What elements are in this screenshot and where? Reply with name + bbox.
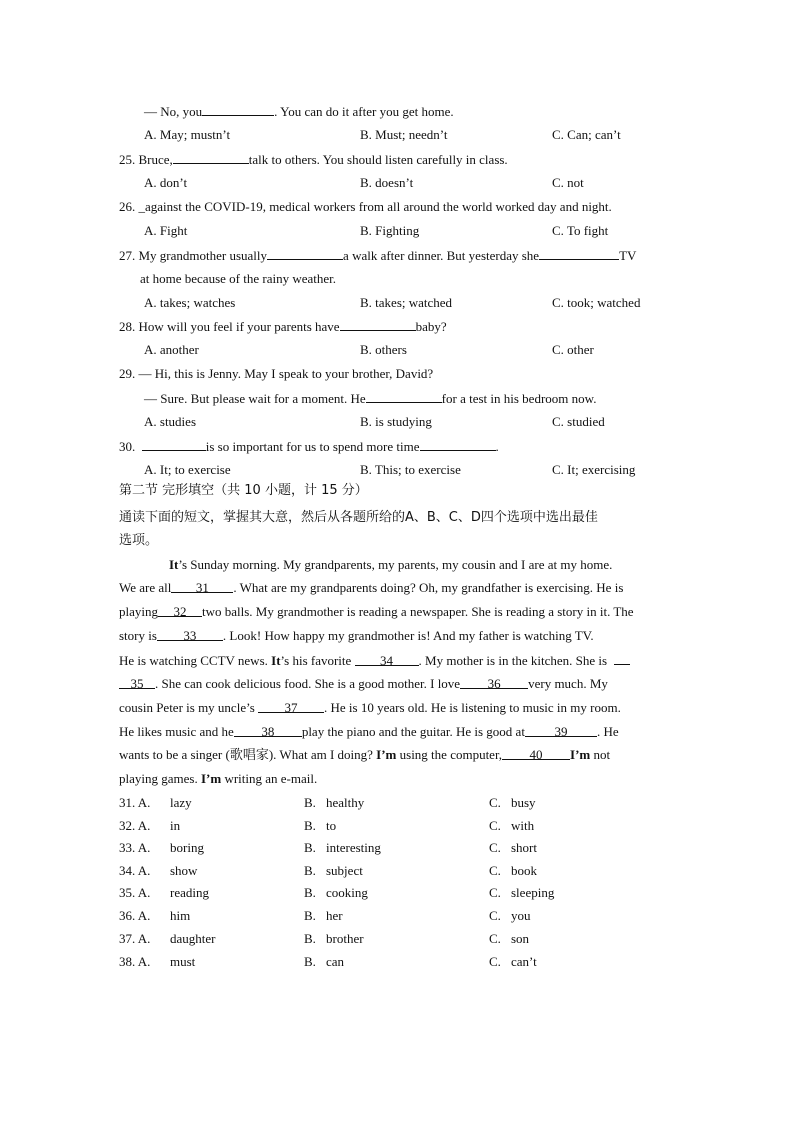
- passage-line5-mid: ’s his favorite: [280, 653, 352, 668]
- passage-line4-post: . Look! How happy my grandmother is! And my father is watching TV.: [222, 628, 594, 643]
- q27-stem: [119, 247, 636, 264]
- q29-blank: [366, 390, 442, 403]
- q29-line-2: [144, 390, 596, 407]
- passage-line2-post: . What are my grandparents doing? Oh, my grandfather is exercising. He is: [233, 580, 624, 595]
- q29-option-a: A. studies: [144, 414, 196, 429]
- passage-line-9: [119, 747, 610, 763]
- q30-mid: is so important for us to spend more time: [205, 439, 420, 454]
- option-b-label: B.: [304, 818, 316, 833]
- blank-40: 40: [502, 747, 570, 760]
- option-b: subject: [326, 863, 363, 878]
- q30-pre: 30.: [119, 439, 136, 454]
- option-c: sleeping: [511, 885, 555, 900]
- q27-post: TV: [619, 248, 637, 263]
- section-instruction-2: 选项。: [119, 533, 159, 548]
- q30-stem: [119, 438, 499, 455]
- option-c: short: [511, 840, 537, 855]
- q25-stem: [119, 151, 508, 168]
- q27-option-c: C. took; watched: [552, 295, 641, 310]
- q29-option-b: B. is studying: [360, 414, 432, 429]
- q25-post: talk to others. You should listen carefully in class.: [248, 152, 508, 167]
- q27-option-b: B. takes; watched: [360, 295, 453, 310]
- passage-line10-post: writing an e-mail.: [224, 771, 318, 786]
- blank-39: 39: [525, 724, 597, 737]
- passage-line-3: [119, 604, 634, 620]
- q27-blank-1: [267, 247, 343, 260]
- q24-option-b: B. Must; needn’t: [360, 127, 448, 142]
- q29-line-1: 29. — Hi, this is Jenny. May I speak to your brother, David?: [119, 366, 434, 381]
- option-c: with: [511, 818, 535, 833]
- q28-stem: [119, 318, 447, 335]
- passage-line9-mid: using the computer,: [399, 747, 503, 762]
- q28-pre: 28. How will you feel if your parents have: [119, 319, 340, 334]
- option-b: interesting: [326, 840, 381, 855]
- q24-option-c: C. Can; can’t: [552, 127, 621, 142]
- option-b: cooking: [326, 885, 368, 900]
- blank-37: 37: [258, 700, 324, 713]
- q25-option-a: A. don’t: [144, 175, 188, 190]
- q25-blank: [173, 151, 249, 164]
- blank-31: 31: [171, 580, 233, 593]
- q27-mid: a walk after dinner. But yesterday she: [343, 248, 540, 263]
- option-c-label: C.: [489, 795, 501, 810]
- q26-option-a: A. Fight: [144, 223, 188, 238]
- q30-blank-2: [420, 438, 496, 451]
- passage-line8-pre: He likes music and he: [119, 724, 234, 739]
- option-b: to: [326, 818, 337, 833]
- q24-blank: [202, 103, 274, 116]
- blank-34: 34: [355, 653, 419, 666]
- blank-36: 36: [460, 676, 528, 689]
- q30-option-c: C. It; exercising: [552, 462, 636, 477]
- option-num: 36. A.: [119, 908, 151, 923]
- passage-im-1: I’m: [376, 747, 397, 762]
- blank-35-start: [614, 652, 630, 665]
- passage-line5-pre: He is watching CCTV news.: [119, 653, 268, 668]
- option-b: brother: [326, 931, 364, 946]
- option-b: healthy: [326, 795, 365, 810]
- option-b: her: [326, 908, 343, 923]
- passage-line8-post: . He: [596, 724, 619, 739]
- passage-line9-post: not: [593, 747, 611, 762]
- option-a: him: [170, 908, 191, 923]
- q26-stem: 26. _against the COVID-19, medical workers from all around the world worked day and night.: [119, 199, 612, 214]
- section-title: 第二节 完形填空（共 10 小题，计 15 分）: [119, 483, 368, 498]
- option-num: 32. A.: [119, 818, 151, 833]
- option-b-label: B.: [304, 795, 316, 810]
- passage-line-7: [119, 700, 621, 716]
- q30-option-b: B. This; to exercise: [360, 462, 461, 477]
- q25-pre: 25. Bruce,: [119, 152, 173, 167]
- section-instruction-1: 通读下面的短文，掌握其大意，然后从各题所给的A、B、C、D四个选项中选出最佳: [119, 510, 598, 525]
- q27-blank-2: [539, 247, 619, 260]
- option-a: must: [170, 954, 196, 969]
- passage-line2-pre: We are all: [119, 580, 172, 595]
- passage-line-8: [119, 724, 619, 740]
- option-c-label: C.: [489, 954, 501, 969]
- q26-option-c: C. To fight: [552, 223, 609, 238]
- passage-line-2: [119, 580, 623, 596]
- option-a: boring: [170, 840, 204, 855]
- option-c: you: [511, 908, 531, 923]
- passage-im-2: I’m: [570, 747, 591, 762]
- option-num: 34. A.: [119, 863, 151, 878]
- passage-line10-pre: playing games.: [119, 771, 198, 786]
- passage-line-10: [119, 771, 317, 787]
- option-c-label: C.: [489, 931, 501, 946]
- blank-32: 32: [158, 604, 202, 617]
- option-num: 31. A.: [119, 795, 151, 810]
- q30-blank-1: [142, 438, 206, 451]
- option-c-label: C.: [489, 908, 501, 923]
- option-b-label: B.: [304, 908, 316, 923]
- q27-option-a: A. takes; watches: [144, 295, 236, 310]
- q28-option-a: A. another: [144, 342, 199, 357]
- passage-line9-pre: wants to be a singer (歌唱家). What am I doing?: [119, 747, 373, 762]
- option-a: lazy: [170, 795, 192, 810]
- q28-option-c: C. other: [552, 342, 594, 357]
- option-a: daughter: [170, 931, 216, 946]
- option-b-label: B.: [304, 863, 316, 878]
- option-b-label: B.: [304, 885, 316, 900]
- passage-line3-pre: playing: [119, 604, 158, 619]
- option-c: busy: [511, 795, 536, 810]
- passage-line3-post: two balls. My grandmother is reading a newspaper. She is reading a story in it. The: [202, 604, 634, 619]
- q24-answer-line: [144, 103, 454, 120]
- blank-33: 33: [157, 628, 223, 641]
- passage-line7-post: . He is 10 years old. He is listening to music in my room.: [324, 700, 621, 715]
- option-num: 37. A.: [119, 931, 151, 946]
- option-num: 33. A.: [119, 840, 151, 855]
- option-a: in: [170, 818, 181, 833]
- q24-option-a: A. May; mustn’t: [144, 127, 231, 142]
- option-b-label: B.: [304, 840, 316, 855]
- passage-line7-pre: cousin Peter is my uncle’s: [119, 700, 255, 715]
- passage-line-6: [119, 676, 608, 692]
- passage-line-5: [119, 652, 630, 669]
- q28-post: baby?: [415, 319, 447, 334]
- q27-pre: 27. My grandmother usually: [119, 248, 268, 263]
- option-b-label: B.: [304, 931, 316, 946]
- q27-continuation: at home because of the rainy weather.: [140, 271, 336, 286]
- passage-line8-mid: play the piano and the guitar. He is good at: [301, 724, 525, 739]
- option-c: book: [511, 863, 537, 878]
- q29-line2-pre: — Sure. But please wait for a moment. He: [144, 391, 366, 406]
- q28-option-b: B. others: [360, 342, 407, 357]
- q28-blank: [340, 318, 416, 331]
- blank-35: 35: [119, 676, 155, 689]
- q29-option-c: C. studied: [552, 414, 605, 429]
- q24-answer-pre: — No, you: [144, 104, 203, 119]
- option-b: can: [326, 954, 345, 969]
- passage-line6-end: very much. My: [528, 676, 608, 691]
- passage-its-1: It: [169, 557, 179, 572]
- q30-post: .: [495, 439, 499, 454]
- option-b-label: B.: [304, 954, 316, 969]
- option-a: show: [170, 863, 198, 878]
- q30-option-a: A. It; to exercise: [144, 462, 231, 477]
- passage-its-2: It: [271, 653, 281, 668]
- option-c-label: C.: [489, 885, 501, 900]
- option-a: reading: [170, 885, 209, 900]
- passage-line6-post: . She can cook delicious food. She is a good mother. I love: [155, 676, 461, 691]
- blank-38: 38: [234, 724, 302, 737]
- option-c: son: [511, 931, 530, 946]
- passage-im-3: I’m: [200, 771, 222, 786]
- option-c-label: C.: [489, 863, 501, 878]
- option-num: 38. A.: [119, 954, 151, 969]
- passage-line-4: [119, 628, 594, 644]
- q25-option-b: B. doesn’t: [360, 175, 414, 190]
- q26-option-b: B. Fighting: [360, 223, 420, 238]
- q24-answer-post: . You can do it after you get home.: [274, 104, 454, 119]
- passage-line4-pre: story is: [119, 628, 157, 643]
- passage-line1-text: ’s Sunday morning. My grandparents, my parents, my cousin and I are at my home.: [178, 557, 613, 572]
- option-c: can’t: [511, 954, 537, 969]
- passage-line5-post: . My mother is in the kitchen. She is: [418, 653, 608, 668]
- q29-line2-post: for a test in his bedroom now.: [441, 391, 597, 406]
- option-c-label: C.: [489, 818, 501, 833]
- option-num: 35. A.: [119, 885, 151, 900]
- q25-option-c: C. not: [552, 175, 584, 190]
- option-c-label: C.: [489, 840, 501, 855]
- passage-line-1: [169, 557, 612, 573]
